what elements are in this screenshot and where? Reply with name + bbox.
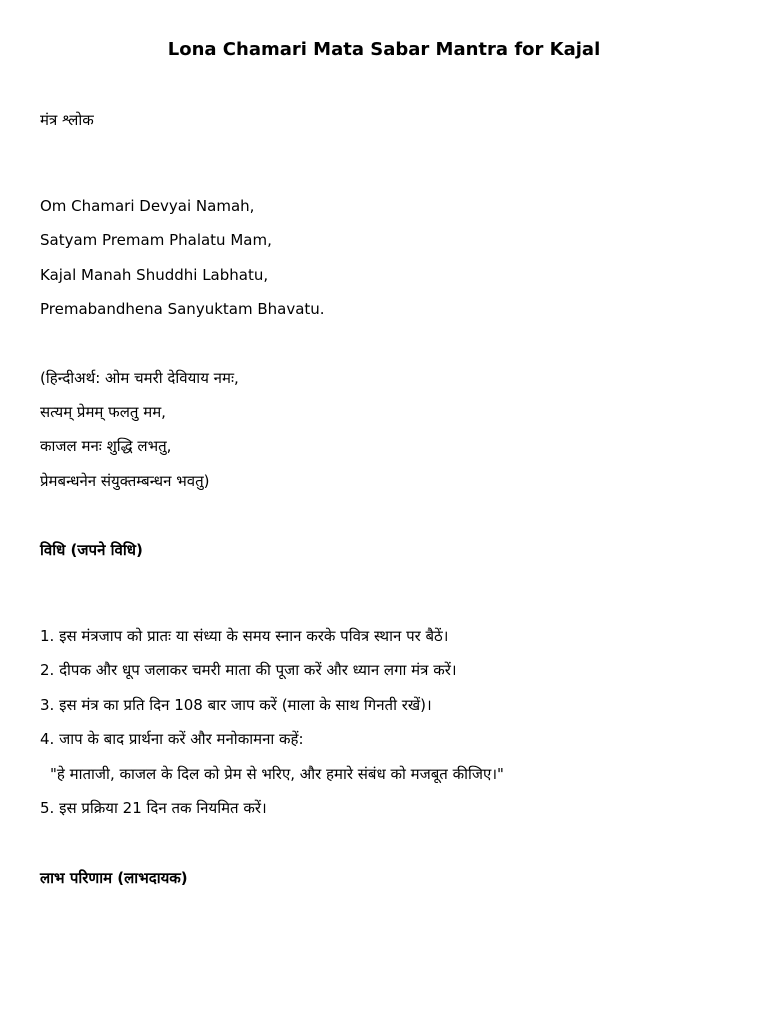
translation-line-1: (हिन्दीअर्थ: ओम चमरी देवियाय नमः, [40, 369, 239, 387]
document-title: Lona Chamari Mata Sabar Mantra for Kajal [167, 39, 601, 60]
prayer-quote: "हे माताजी, काजल के दिल को प्रेम से भरिए, और हमारे संबंध को मजबूत कीजिए।" [50, 765, 504, 783]
translation-line-2: सत्यम् प्रेमम् फलतु मम, [40, 403, 166, 421]
mantra-line-3: Kajal Manah Shuddhi Labhatu, [40, 266, 269, 284]
benefits-heading: लाभ परिणाम (लाभदायक) [40, 869, 188, 887]
step-2: 2. दीपक और धूप जलाकर चमरी माता की पूजा करें और ध्यान लगा मंत्र करें। [40, 661, 457, 679]
mantra-heading: मंत्र श्लोक [40, 111, 94, 129]
method-heading: विधि (जपने विधि) [40, 541, 143, 559]
mantra-line-2: Satyam Premam Phalatu Mam, [40, 231, 272, 249]
translation-line-3: काजल मनः शुद्धि लभतु, [40, 437, 172, 455]
mantra-line-4: Premabandhena Sanyuktam Bhavatu. [40, 300, 325, 318]
step-3: 3. इस मंत्र का प्रति दिन 108 बार जाप करें (माला के साथ गिनती रखें)। [40, 696, 432, 714]
translation-line-4: प्रेमबन्धनेन संयुक्तम्बन्धन भवतु) [40, 472, 210, 490]
step-4: 4. जाप के बाद प्रार्थना करें और मनोकामना कहें: [40, 730, 304, 748]
step-5: 5. इस प्रक्रिया 21 दिन तक नियमित करें। [40, 799, 267, 817]
step-1: 1. इस मंत्रजाप को प्रातः या संध्या के समय स्नान करके पवित्र स्थान पर बैठें। [40, 627, 449, 645]
mantra-line-1: Om Chamari Devyai Namah, [40, 197, 255, 215]
